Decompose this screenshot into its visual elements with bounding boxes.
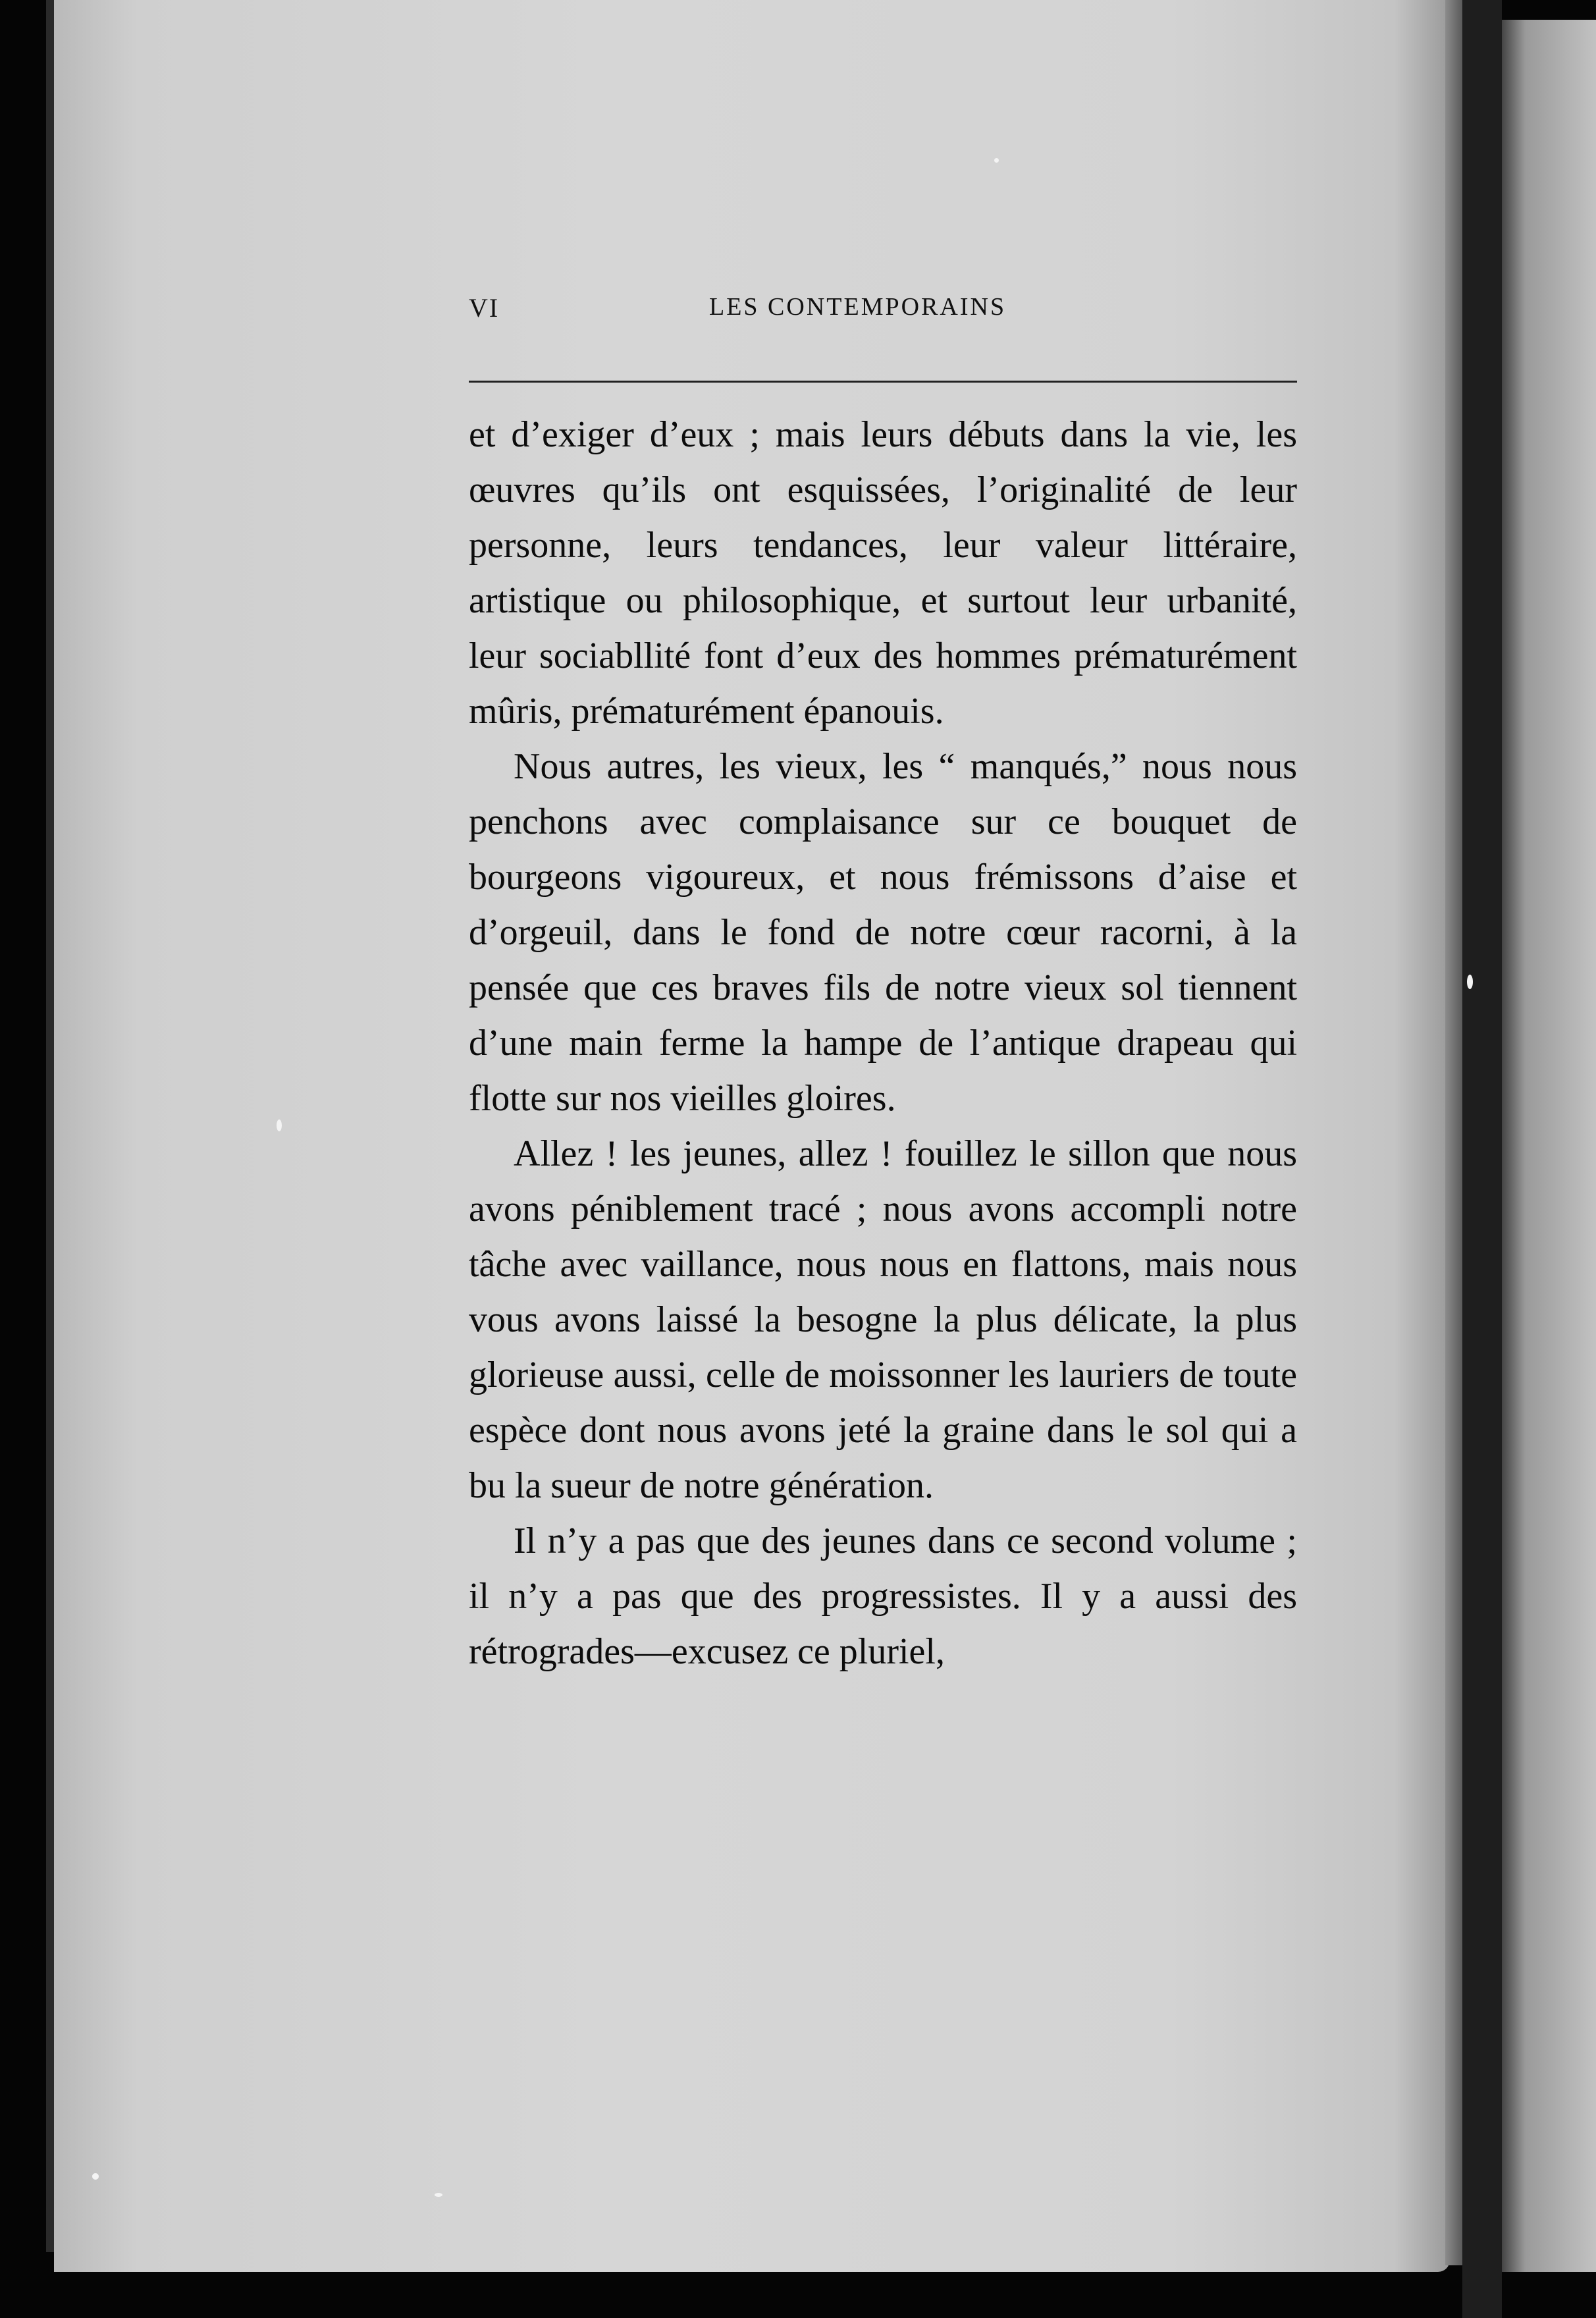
dust-speck <box>435 2193 442 2197</box>
header-rule <box>469 381 1297 383</box>
dust-speck <box>277 1119 282 1131</box>
dust-speck <box>994 158 999 163</box>
dust-speck <box>92 2173 99 2180</box>
body-text <box>469 407 1297 1679</box>
running-title: LES CONTEMPORAINS <box>709 293 1007 321</box>
paragraph-2: Nous autres, les vieux, les “ manqués,” nous nous penchons avec complaisance sur ce bouquet de bourgeons vigoureux, et nous frémissons d’aise et d’orgeuil, dans le fond de notre cœur racorni, à la pensée que ces braves fils de notre vieux sol tiennent d’une main ferme la hampe de l’antique drapeau qui flotte sur nos vieilles gloires. <box>469 746 1297 1119</box>
adjacent-page-strip <box>1502 20 1596 2272</box>
gutter-shadow <box>1462 0 1502 2318</box>
paragraph-1: et d’exiger d’eux ; mais leurs débuts dans la vie, les œuvres qu’ils ont esquissées, l’originalité de leur personne, leurs tendances, leur valeur littéraire, artistique ou philosophique, et surtout leur urbanité, leur sociabllité font d’eux des hommes prématurément mûris, prématurément épanouis. <box>469 414 1297 732</box>
page-number: VI <box>469 293 500 323</box>
page-header <box>469 292 1297 332</box>
paragraph-3: Allez ! les jeunes, allez ! fouillez le sillon que nous avons péniblement tracé ; nous avons accompli notre tâche avec vaillance, nous nous en flattons, mais nous vous avons laissé la besogne la plus délicate, la plus glorieuse aussi, celle de moissonner les lauriers de toute espèce dont nous avons jeté la graine dans le sol qui a bu la sueur de notre génération. <box>469 1133 1297 1506</box>
dust-speck <box>1467 975 1473 989</box>
paragraph-4: Il n’y a pas que des jeunes dans ce second volume ; il n’y a pas que des progressistes. Il y a aussi des rétrogrades—excusez ce pluriel, <box>469 1521 1297 1672</box>
page-right-edge <box>1445 0 1462 2265</box>
